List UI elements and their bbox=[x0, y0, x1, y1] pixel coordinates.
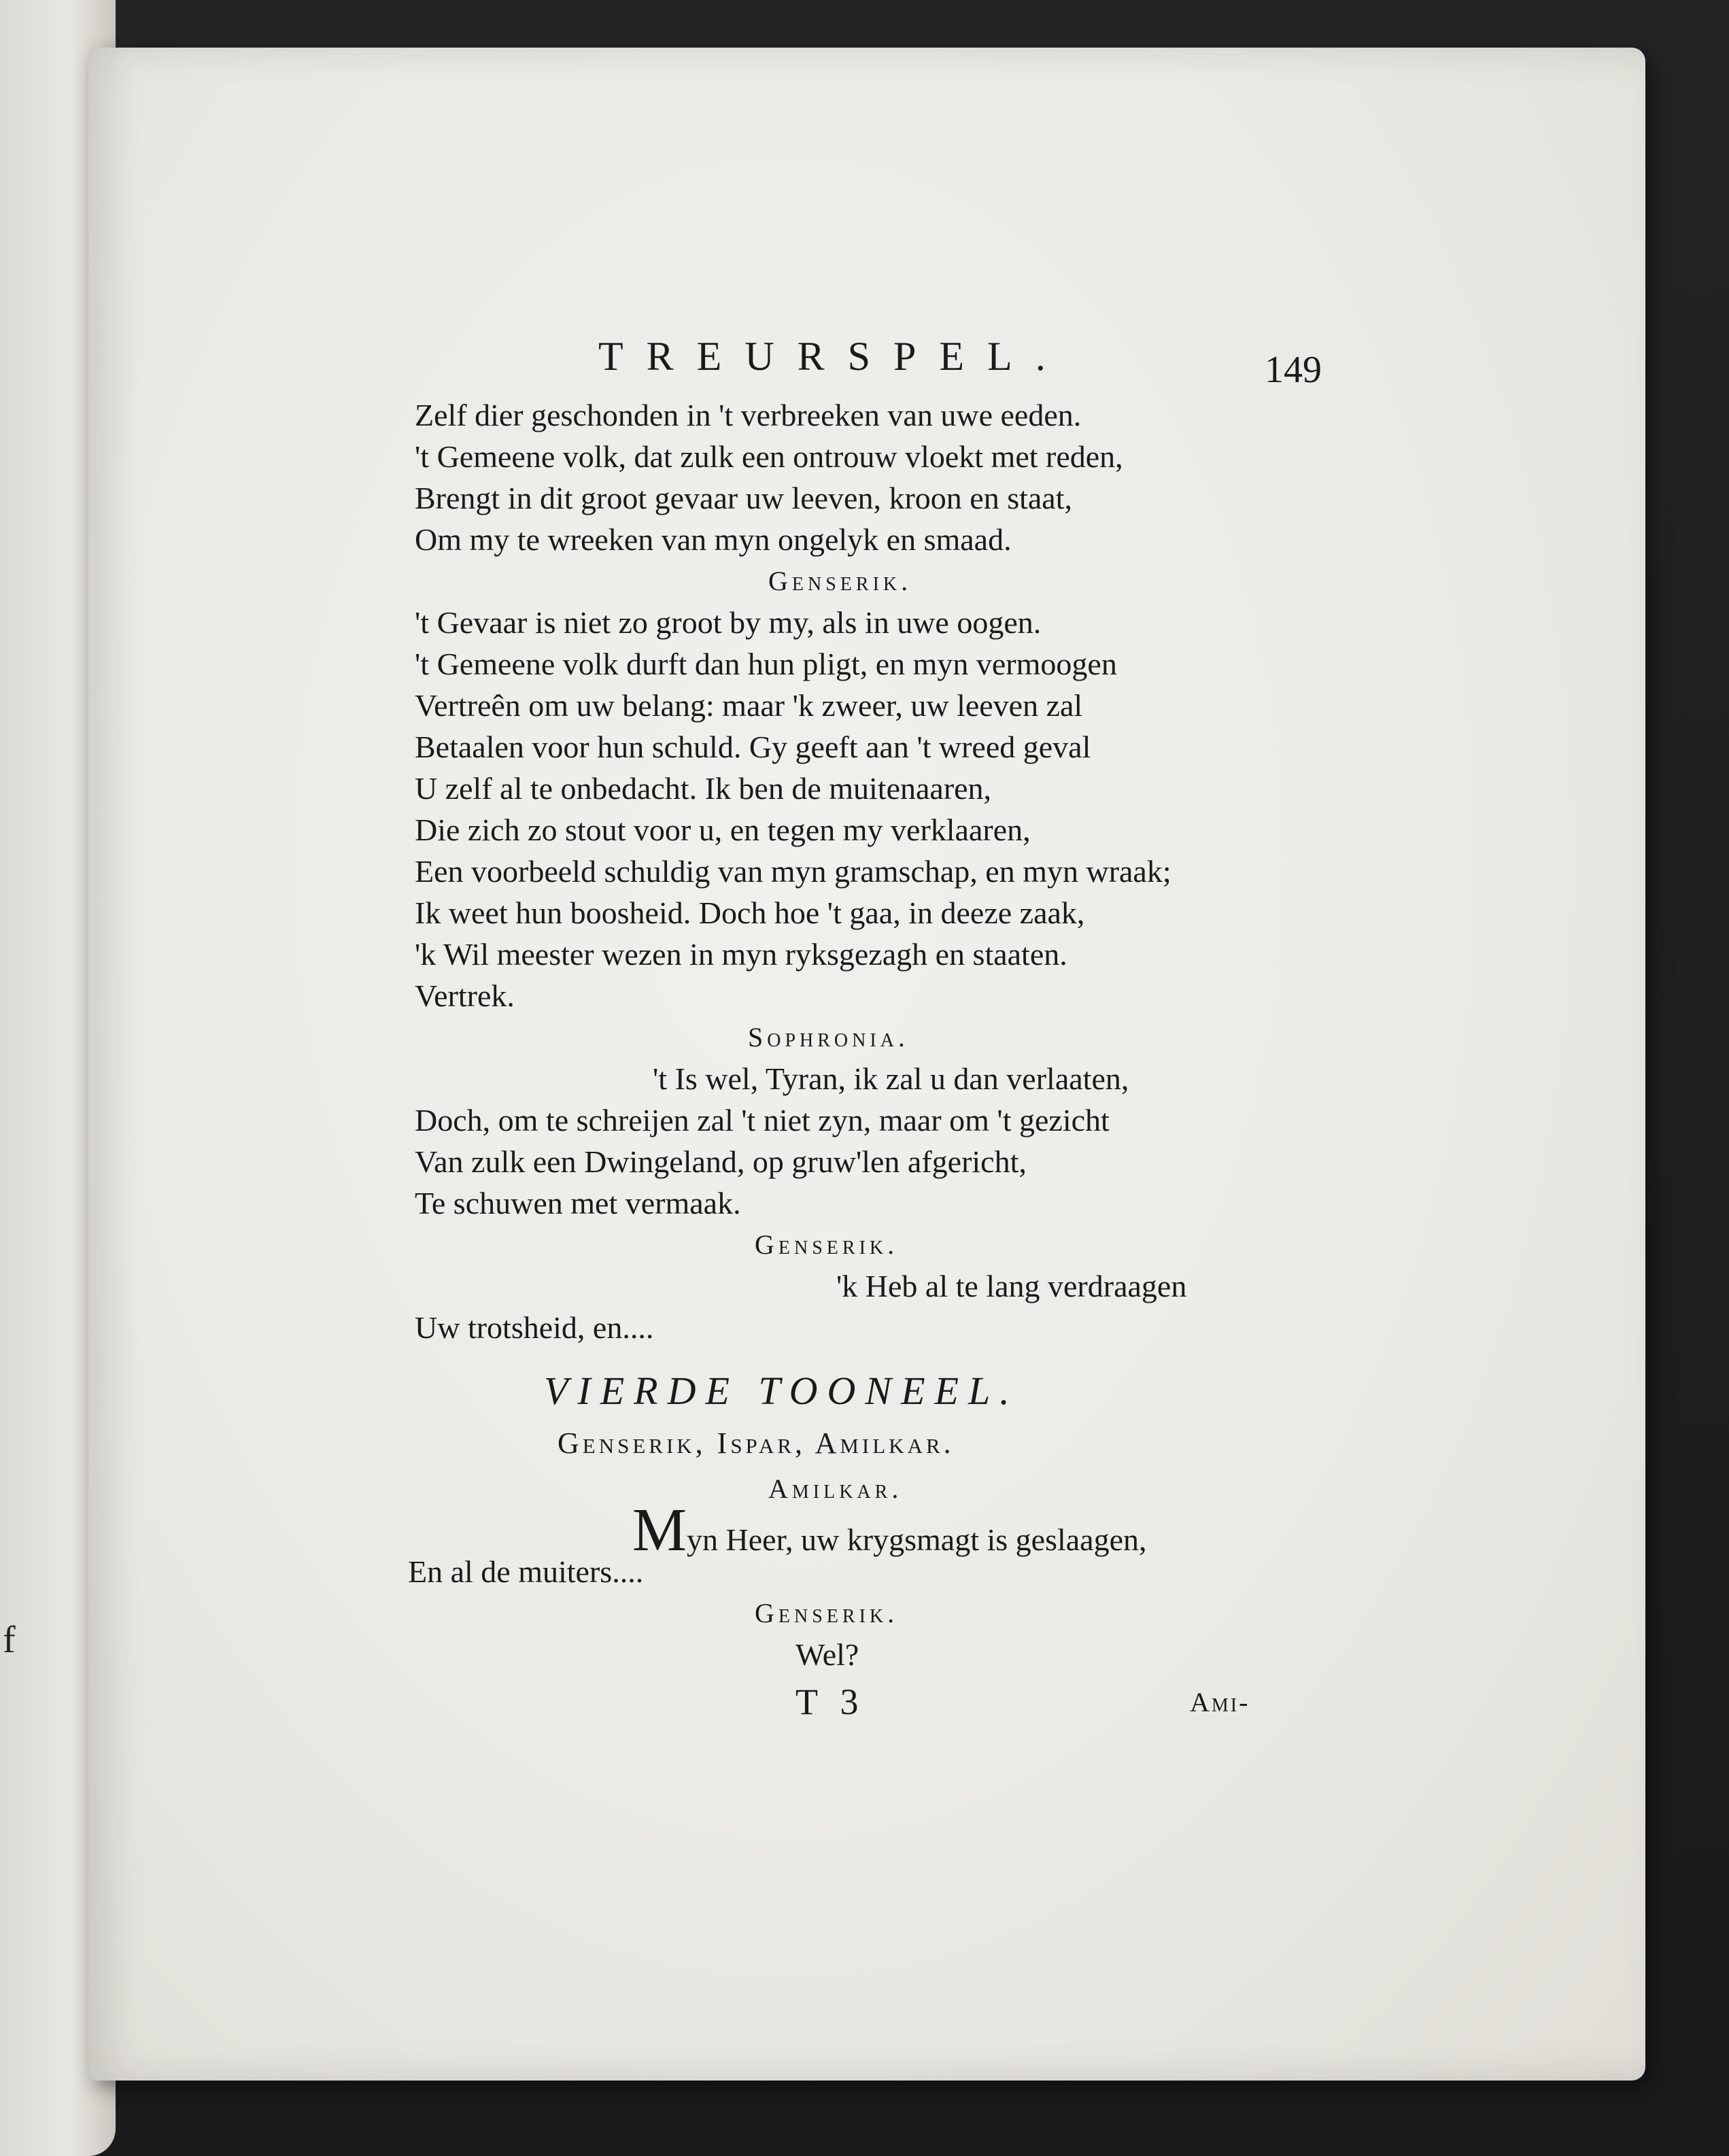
speaker-name: Genserik. bbox=[768, 566, 912, 596]
scene-title: VIERDE TOONEEL. bbox=[544, 1369, 1019, 1413]
verse-line: 't Gemeene volk durft dan hun pligt, en myn vermoogen bbox=[415, 647, 1117, 681]
verse-line bbox=[415, 1496, 1326, 1564]
speaker-name: Amilkar. bbox=[768, 1473, 903, 1504]
verse-line: 't Gemeene volk, dat zulk een ontrouw vloekt met reden, bbox=[415, 439, 1123, 474]
signature-mark: T 3 bbox=[795, 1681, 866, 1722]
page-footer bbox=[415, 1678, 1326, 1732]
verse-line: Uw trotsheid, en.... bbox=[415, 1310, 654, 1345]
verse-section-1 bbox=[415, 394, 1326, 1348]
left-page-fragment: f bbox=[3, 1619, 16, 1661]
verse-line: Zelf dier geschonden in 't verbreeken van uwe eeden. bbox=[415, 398, 1082, 432]
catchword: Ami- bbox=[1190, 1687, 1250, 1717]
verse-line: Wel? bbox=[795, 1637, 859, 1672]
verse-line: Betaalen voor hun schuld. Gy geeft aan 't wreed geval bbox=[415, 730, 1091, 764]
verse-line: 'k Wil meester wezen in myn ryksgezagh en staaten. bbox=[415, 937, 1067, 972]
verse-line: Die zich zo stout voor u, en tegen my verklaaren, bbox=[415, 812, 1031, 847]
verse-line: Te schuwen met vermaak. bbox=[415, 1186, 741, 1220]
drop-cap: M bbox=[632, 1496, 687, 1564]
page-number: 149 bbox=[1265, 349, 1322, 391]
verse-section-2 bbox=[408, 1468, 1326, 1675]
speaker-name: Genserik. bbox=[755, 1598, 899, 1628]
verse-line: Doch, om te schreijen zal 't niet zyn, maar om 't gezicht bbox=[415, 1103, 1110, 1137]
verse-line: 't Gevaar is niet zo groot by my, als in uwe oogen. bbox=[415, 605, 1042, 640]
verse-line: U zelf al te onbedacht. Ik ben de muitenaaren, bbox=[415, 771, 992, 806]
scene-cast: Genserik, Ispar, Amilkar. bbox=[558, 1426, 955, 1460]
verse-line: 'k Heb al te lang verdraagen bbox=[836, 1269, 1187, 1303]
verse-text: yn Heer, uw krygsmagt is geslaagen, bbox=[687, 1522, 1147, 1557]
speaker-name: Genserik. bbox=[755, 1229, 899, 1260]
text-block bbox=[408, 333, 1326, 1732]
verse-line: Om my te wreeken van myn ongelyk en smaad. bbox=[415, 522, 1012, 557]
book-page bbox=[88, 48, 1645, 2081]
running-head: TREURSPEL. bbox=[598, 334, 1069, 379]
verse-line: Vertrek. bbox=[415, 978, 515, 1013]
verse-line: 't Is wel, Tyran, ik zal u dan verlaaten, bbox=[653, 1061, 1129, 1096]
verse-line: Ik weet hun boosheid. Doch hoe 't gaa, in deeze zaak, bbox=[415, 895, 1085, 930]
verse-line: Vertreên om uw belang: maar 'k zweer, uw leeven zal bbox=[415, 688, 1083, 723]
speaker-name: Sophronia. bbox=[748, 1022, 909, 1053]
verse-line: En al de muiters.... bbox=[408, 1554, 644, 1589]
verse-line: Van zulk een Dwingeland, op gruw'len afgericht, bbox=[415, 1144, 1027, 1179]
page-header bbox=[415, 333, 1326, 394]
verse-line: Brengt in dit groot gevaar uw leeven, kroon en staat, bbox=[415, 481, 1072, 515]
verse-line: Een voorbeeld schuldig van myn gramschap, en myn wraak; bbox=[415, 854, 1171, 889]
